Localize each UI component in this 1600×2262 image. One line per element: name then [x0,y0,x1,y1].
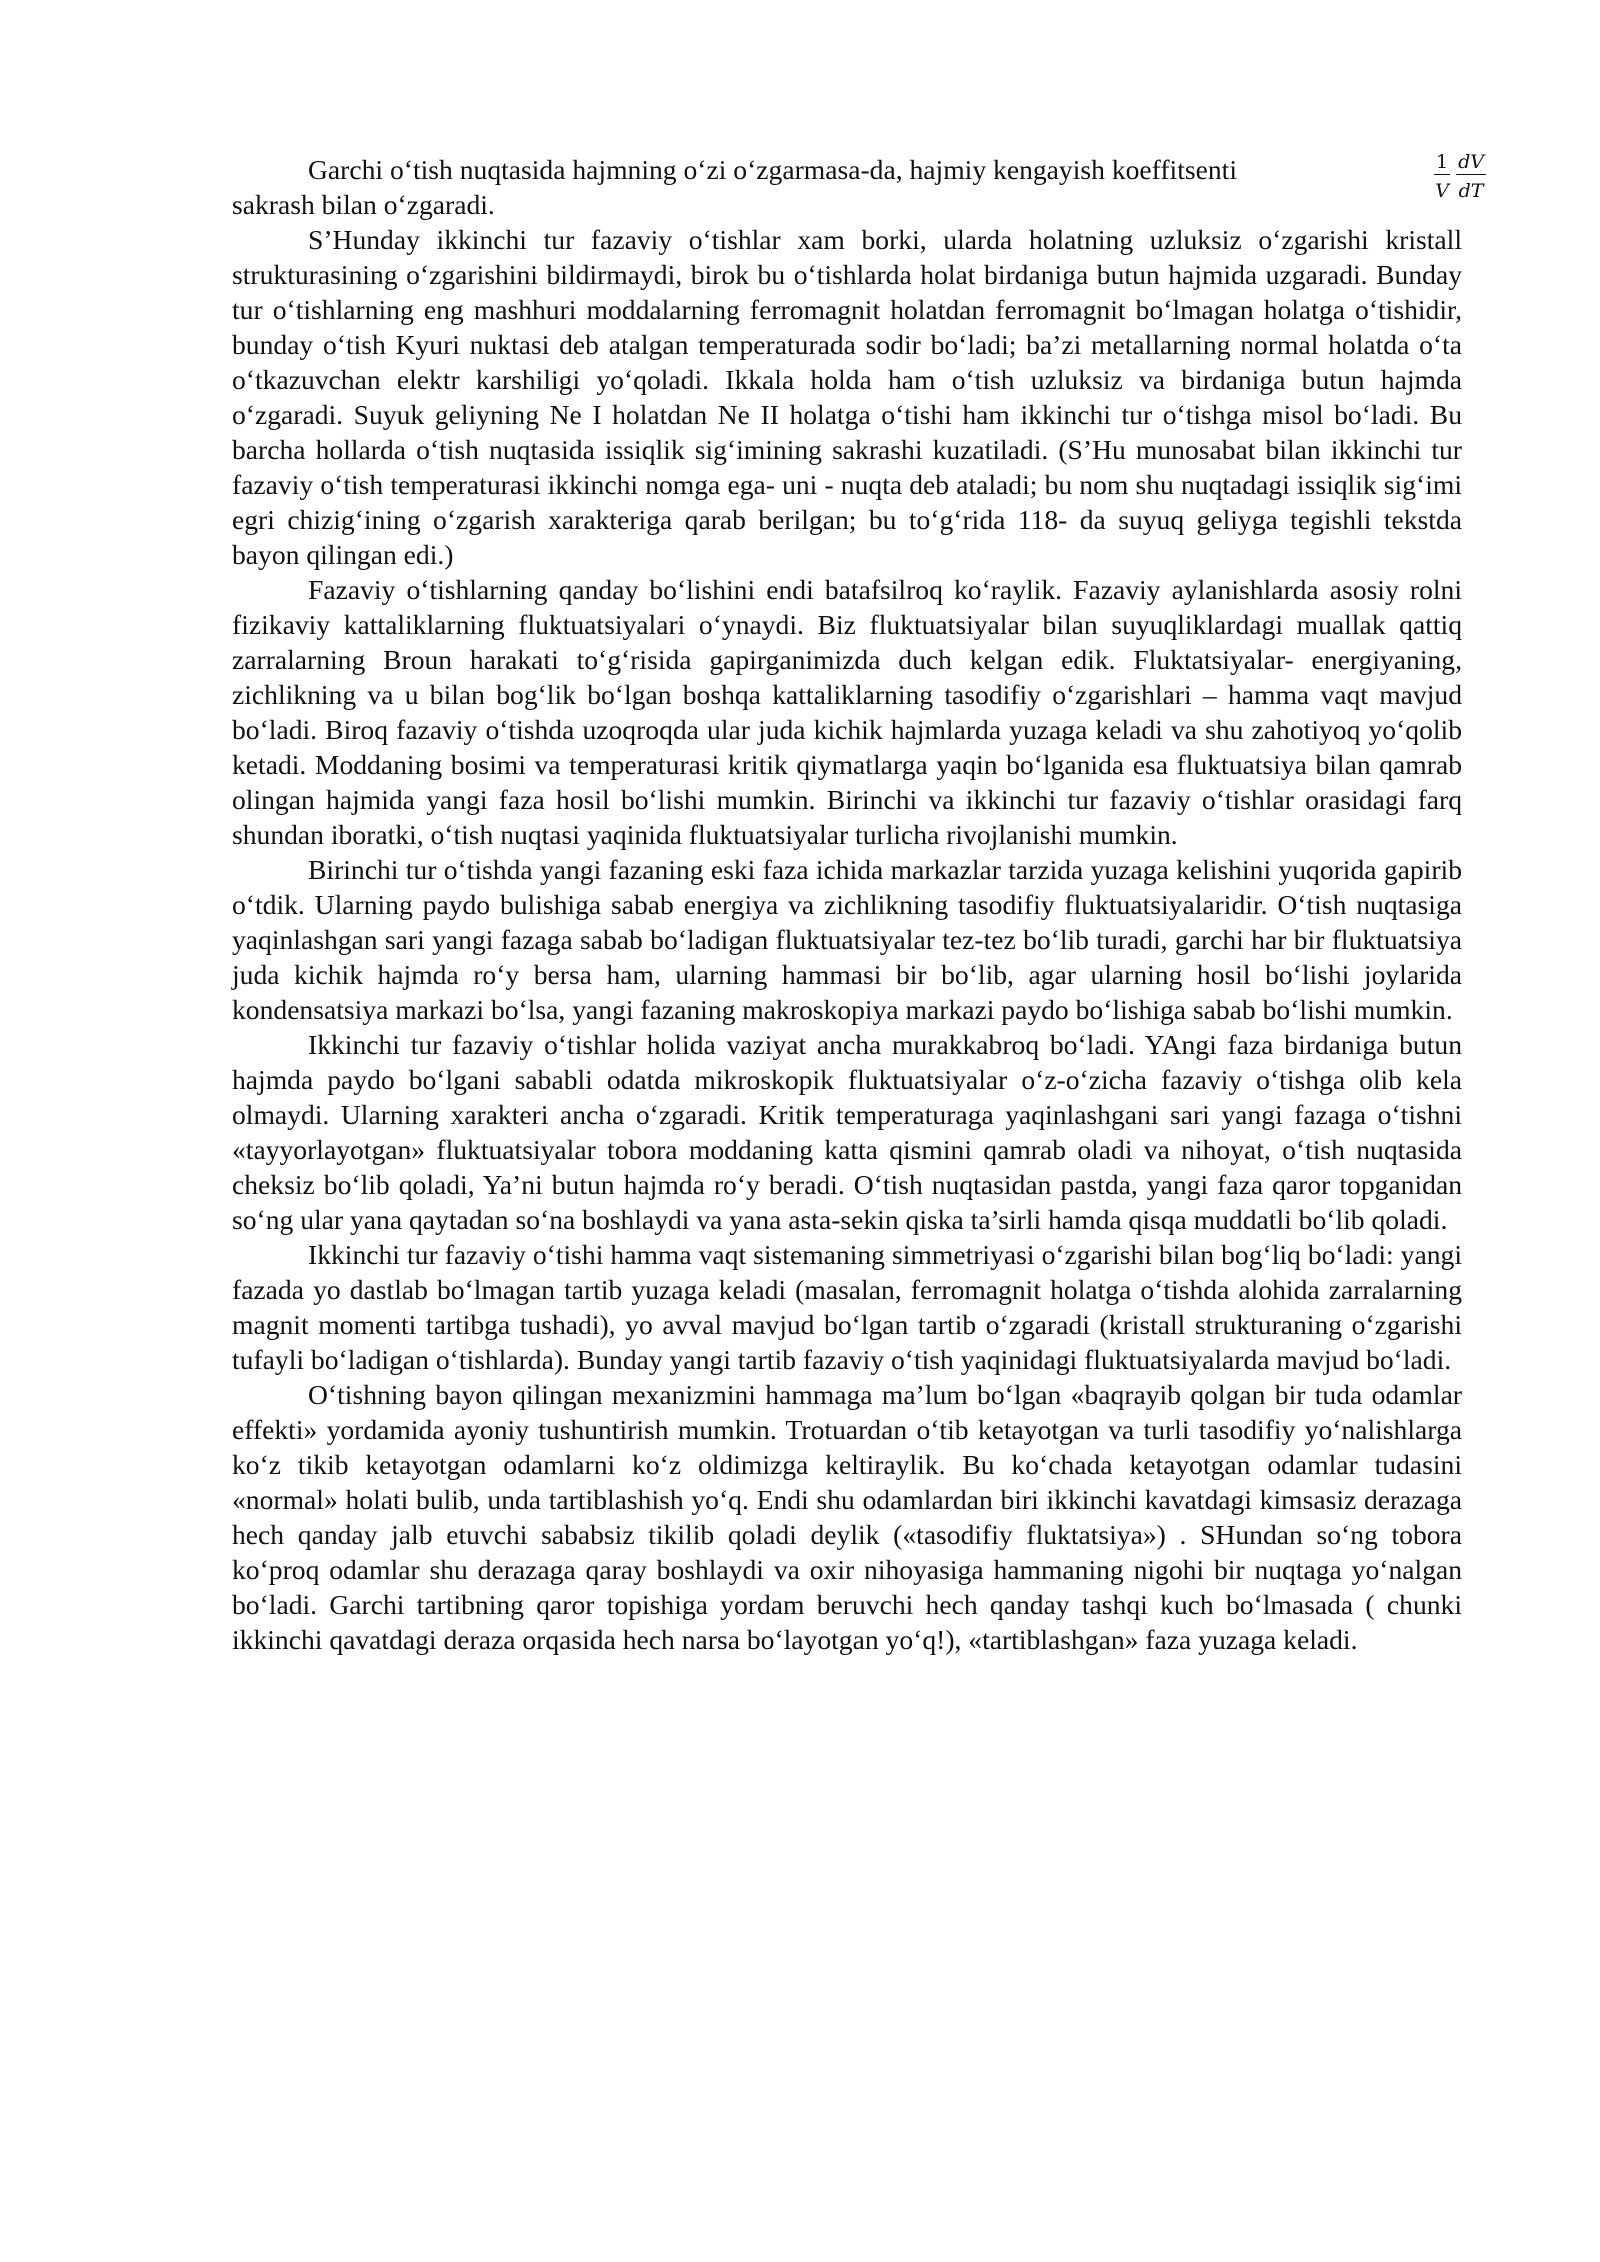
paragraph-second-order-fluctuations: Ikkinchi tur fazaviy o‘tishlar holida vaziyat ancha murakkabroq bo‘ladi. YAngi faza birdaniga butun hajmda paydo bo‘lgani sababli odatda mikroskopik fluktuatsiyalar o‘z-o‘zicha fazaviy o‘tishga olib kela olmaydi. Ularning xarakteri ancha o‘zgaradi. Kritik temperaturaga yaqinlashgani sari yangi fazaga o‘tishni «tayyorlayotgan» fluktuatsiyalar tobora moddaning katta qismini qamrab oladi va nihoyat, o‘tish nuqtasida cheksiz bo‘lib qoladi, Ya’ni butun hajmda ro‘y beradi. O‘tish nuqtasidan pastda, yangi faza qaror topganidan so‘ng ular yana qaytadan so‘na boshlaydi va yana asta-sekin qiska ta’sirli hamda qisqa muddatli bo‘lib qoladi. [232,1029,1462,1235]
formula-numerator-one: 1 [1436,151,1449,173]
document-page [232,151,1484,1657]
formula-denominator-dt: dT [1458,180,1484,202]
formula-fraction-dv-dt [1456,152,1486,201]
intro-text: Garchi o‘tish nuqtasida hajmning o‘zi o‘zgarmasa-da, hajmiy kengayish koeffitsenti [308,154,1237,185]
paragraph-second-order-transitions: S’Hunday ikkinchi tur fazaviy o‘tishlar xam borki, ularda holatning uzluksiz o‘zgarishi kristall strukturasining o‘zgarishini bildirmaydi, birok bu o‘tishlarda holat birdaniga butun hajmida uzgaradi. Bunday tur o‘tishlarning eng mashhuri moddalarning ferromagnit holatdan ferromagnit bo‘lmagan holatga o‘tishidir, bunday o‘tish Kyuri nuktasi deb atalgan temperaturada sodir bo‘ladi; ba’zi metallarning normal holatda o‘ta o‘tkazuvchan elektr karshiligi yo‘qoladi. Ikkala holda ham o‘tish uzluksiz va birdaniga butun hajmda o‘zgaradi. Suyuk geliyning Ne I holatdan Ne II holatga o‘tishi ham ikkinchi tur o‘tishga misol bo‘ladi. Bu barcha hollarda o‘tish nuqtasida issiqlik sig‘imining sakrashi kuzatiladi. (S’Hu munosabat bilan ikkinchi tur fazaviy o‘tish temperaturasi ikkinchi nomga ega- uni - nuqta deb ataladi; bu nom shu nuqtadagi issiqlik sig‘imi egri chizig‘ining o‘zgarish xarakteriga qarab berilgan; bu to‘g‘rida 118- da suyuq geliyga tegishli tekstda bayon qilingan edi.) [232,224,1462,570]
formula-fraction-one-over-v [1434,152,1450,201]
formula-numerator-dv: dV [1458,151,1484,173]
intro-paragraph [232,151,1484,222]
paragraph-first-order-nucleation: Birinchi tur o‘tishda yangi fazaning eski faza ichida markazlar tarzida yuzaga kelishini yuqorida gapirib o‘tdik. Ularning paydo bulishiga sabab energiya va zichlikning tasodifiy fluktuatsiyalaridir. O‘tish nuqtasiga yaqinlashgan sari yangi fazaga sabab bo‘ladigan fluktuatsiyalar tez-tez bo‘lib turadi, garchi har bir fluktuatsiya juda kichik hajmda ro‘y bersa ham, ularning hammasi bir bo‘lib, agar ularning hosil bo‘lishi joylarida kondensatsiya markazi bo‘lsa, yangi fazaning makroskopiya markazi paydo bo‘lishiga sabab bo‘lishi mumkin. [232,854,1462,1025]
intro-tail: sakrash bilan o‘zgaradi. [232,189,495,220]
paragraph-fluctuations: Fazaviy o‘tishlarning qanday bo‘lishini endi batafsilroq ko‘raylik. Fazaviy aylanishlarda asosiy rolni fizikaviy kattaliklarning fluktuatsiyalari o‘ynaydi. Biz fluktuatsiyalar bilan suyuqliklardagi muallak qattiq zarralarning Broun harakati to‘g‘risida gapirganimizda duch kelgan edik. Fluktatsiyalar- energiyaning, zichlikning va u bilan bog‘lik bo‘lgan boshqa kattaliklarning tasodifiy o‘zgarishlari – hamma vaqt mavjud bo‘ladi. Biroq fazaviy o‘tishda uzoqroqda ular juda kichik hajmlarda yuzaga keladi va shu zahotiyoq yo‘qolib ketadi. Moddaning bosimi va temperaturasi kritik qiymatlarga yaqin bo‘lganida esa fluktuatsiya bilan qamrab olingan hajmida yangi faza hosil bo‘lishi mumkin. Birinchi va ikkinchi tur fazaviy o‘tishlar orasidagi farq shundan iboratki, o‘tish nuqtasi yaqinida fluktuatsiyalar turlicha rivojlanishi mumkin. [232,574,1462,850]
paragraph-crowd-effect: O‘tishning bayon qilingan mexanizmini hammaga ma’lum bo‘lgan «baqrayib qolgan bir tuda odamlar effekti» yordamida ayoniy tushuntirish mumkin. Trotuardan o‘tib ketayotgan va turli tasodifiy yo‘nalishlarga ko‘z tikib ketayotgan odamlarni ko‘z oldimizga keltiraylik. Bu ko‘chada ketayotgan odamlar tudasini «normal» holati bulib, unda tartiblashish yo‘q. Endi shu odamlardan biri ikkinchi kavatdagi kimsasiz derazaga hech qanday jalb etuvchi sababsiz tikilib qoladi deylik («tasodifiy fluktatsiya») . SHundan so‘ng tobora ko‘proq odamlar shu derazaga qaray boshlaydi va oxir nihoyasiga hammaning nigohi bir nuqtaga yo‘nalgan bo‘ladi. Garchi tartibning qaror topishiga yordam beruvchi hech qanday tashqi kuch bo‘lmasada ( chunki ikkinchi qavatdagi deraza orqasida hech narsa bo‘layotgan yo‘q!), «tartiblashgan» faza yuzaga keladi. [232,1379,1462,1655]
paragraph-symmetry-change: Ikkinchi tur fazaviy o‘tishi hamma vaqt sistemaning simmetriyasi o‘zgarishi bilan bog‘liq bo‘ladi: yangi fazada yo dastlab bo‘lmagan tartib yuzaga keladi (masalan, ferromagnit holatga o‘tishda alohida zarralarning magnit momenti tartibga tushadi), yo avval mavjud bo‘lgan tartib o‘zgaradi (kristall strukturaning o‘zgarishi tufayli bo‘ladigan o‘tishlarda). Bunday yangi tartib fazaviy o‘tish yaqinidagi fluktuatsiyalarda mavjud bo‘ladi. [232,1239,1462,1375]
expansion-coefficient-formula [1434,152,1486,201]
formula-denominator-v: V [1435,180,1449,202]
